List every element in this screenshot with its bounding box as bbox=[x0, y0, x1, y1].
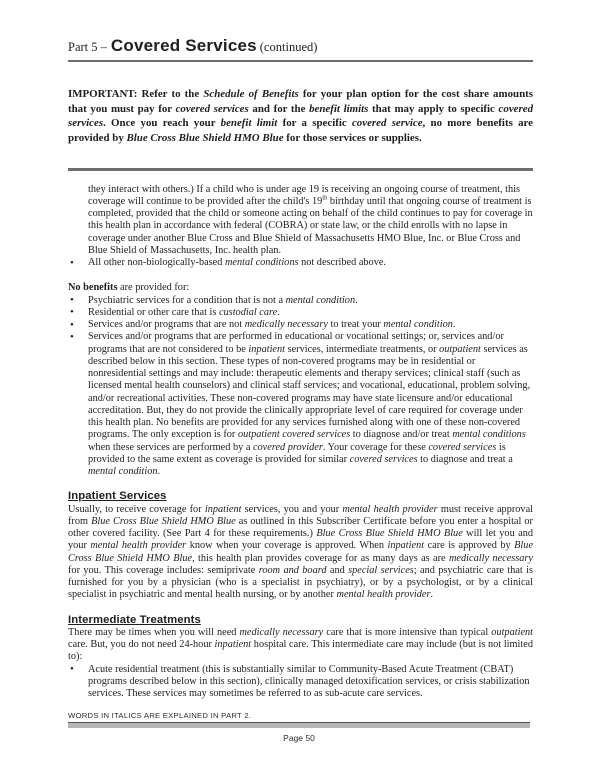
part-label: Part 5 – bbox=[68, 40, 107, 54]
list-item: • Residential or other care that is custodial care. bbox=[68, 307, 533, 319]
italics-note: WORDS IN ITALICS ARE EXPLAINED IN PART 2. bbox=[68, 711, 252, 720]
section-paragraph: There may be times when you will need medically necessary care that is more intensive than typical outpatient care. But, you do not need 24-hour inpatient hospital care. This intermediate care may include (but is not limited to): bbox=[68, 626, 534, 663]
important-notice bbox=[68, 87, 533, 171]
continuation-paragraph: they interact with others.) If a child who is under age 19 is receiving an ongoing course of treatment, this coverage will continue to be provided after the child's 19th birthday until that ongoing course of treatment is completed, provided that the child or someone acting on behalf of the child continues to pay for coverage in this health plan in accordance with federal (COBRA) or state law, or the child enrolls with no lapse in coverage under another Blue Cross and Blue Shield of Massachusetts HMO Blue, Inc. or Blue Cross and Blue Shield of Massachusetts, Inc. health plan. bbox=[88, 183, 533, 256]
important-notice-text: IMPORTANT: Refer to the Schedule of Benefits for your plan option for the cost share amounts that you must pay for covered services and for the benefit limits that may apply to specific covered services. Once you reach your benefit limit for a specific covered service, no more benefits are provided by Blue Cross Blue Shield HMO Blue for those services or supplies. bbox=[68, 88, 534, 145]
list-item: • Acute residential treatment (this is substantially similar to Community-Based Acute Treatment (CBAT) programs described below in this section), clinically managed detoxification services, or crisis stabilization services. These services may sometimes be referred to as sub-acute care services. bbox=[68, 664, 533, 701]
page-header bbox=[68, 0, 533, 62]
part-heading bbox=[68, 36, 533, 62]
document-body bbox=[68, 184, 533, 701]
page-number: Page 50 bbox=[283, 733, 315, 743]
section-intermediate-treatments bbox=[68, 614, 533, 701]
section-paragraph: Usually, to receive coverage for inpatient services, you and your mental health provider must receive approval from Blue Cross Blue Shield HMO Blue as outlined in this Subscriber Certificate before you enter a hospital or other covered facility. (See Part 4 for these requirements.) Blue Cross Blue Shield HMO Blue will let you and your mental health provider know when your coverage is approved. When inpatient care is approved by Blue Cross Blue Shield HMO Blue, this health plan provides coverage for as many days as are medically necessary for you. This coverage includes: semiprivate room and board and special services; and psychiatric care that is furnished for you by a physician (who is a specialist in psychiatry), or by a psychologist, or by a clinical specialist in psychiatric and mental health nursing, or by another mental health provider. bbox=[68, 503, 534, 601]
footer-bar bbox=[68, 722, 530, 728]
list-item: • Services and/or programs that are performed in educational or vocational settings; or, services and/or programs that are not considered to be inpatient services, intermediate treatments, or outpatient services as described below in this section. These types of non-covered programs may be in residential or nonresidential settings and may include: therapeutic elements and therapy services; clinical staff (such as licensed mental health counselors) and clinical staff services; and vocational, educational, problem solving, and/or recreational activities. These non-covered programs may have state licensure and/or educational accreditation. But, they do not provide the clinically appropriate level of care required for coverage under this health plan. No benefits are provided for any services furnished along with one of these non-covered programs. The only exception is for outpatient covered services to diagnose and/or treat mental conditions when these services are performed by a covered provider. Your coverage for these covered services is provided to the same extent as coverage is provided for similar covered services to diagnose and treat a mental condition. bbox=[68, 331, 533, 478]
list-item: • All other non-biologically-based mental conditions not described above. bbox=[68, 257, 533, 269]
no-benefits-intro: No benefits are provided for: bbox=[68, 282, 190, 294]
no-benefits-list bbox=[68, 295, 533, 479]
section-inpatient-services bbox=[68, 490, 533, 601]
exclusion-list-top bbox=[68, 257, 533, 269]
section-heading: Inpatient Services bbox=[68, 490, 167, 503]
list-item: • Services and/or programs that are not medically necessary to treat your mental condition. bbox=[68, 319, 533, 331]
page-title: Covered Services bbox=[110, 36, 257, 55]
intermediate-treatments-list bbox=[68, 664, 533, 701]
section-heading: Intermediate Treatments bbox=[68, 613, 201, 626]
list-item: • Psychiatric services for a condition that is not a mental condition. bbox=[68, 295, 533, 307]
continued-label: (continued) bbox=[259, 40, 318, 54]
page-footer bbox=[68, 711, 530, 743]
